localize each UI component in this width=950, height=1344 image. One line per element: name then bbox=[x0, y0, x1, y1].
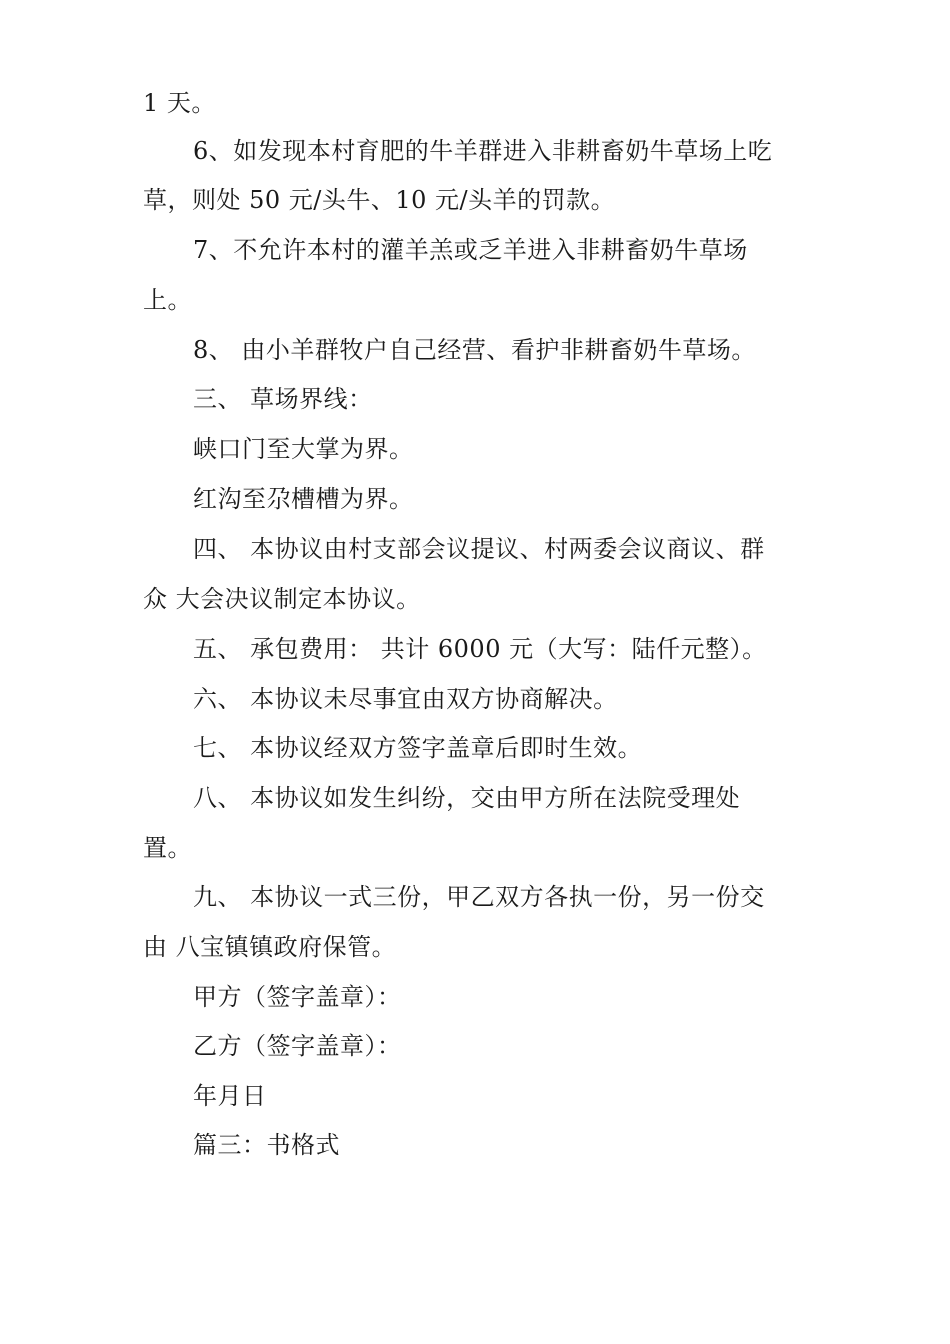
clause-6-line-2: 草，则处 50 元/头牛、10 元/头羊的罚款。 bbox=[143, 186, 616, 214]
party-b-signature: 乙方（签字盖章）： bbox=[193, 1032, 402, 1060]
boundary-line-2: 红沟至尕槽槽为界。 bbox=[193, 485, 414, 513]
date-line: 年月日 bbox=[193, 1082, 267, 1110]
section-9-line-2: 由 八宝镇镇政府保管。 bbox=[143, 933, 397, 961]
clause-6-line-1: 6、如发现本村育肥的牛羊群进入非耕畜奶牛草场上吃 bbox=[193, 137, 773, 165]
section-4-line-1: 四、 本协议由村支部会议提议、村两委会议商议、群 bbox=[193, 535, 765, 563]
clause-8: 8、 由小羊群牧户自己经营、看护非耕畜奶牛草场。 bbox=[193, 336, 756, 364]
section-4-line-2: 众 大会决议制定本协议。 bbox=[143, 585, 421, 613]
section-9-line-1: 九、 本协议一式三份，甲乙双方各执一份，另一份交 bbox=[193, 883, 765, 911]
chapter-heading: 篇三：书格式 bbox=[193, 1131, 340, 1159]
section-7: 七、 本协议经双方签字盖章后即时生效。 bbox=[193, 734, 643, 762]
section-3-heading: 三、 草场界线： bbox=[193, 385, 373, 413]
text-line-continuation: 1 天。 bbox=[143, 89, 216, 117]
clause-7-line-1: 7、不允许本村的灌羊羔或乏羊进入非耕畜奶牛草场 bbox=[193, 236, 748, 264]
clause-7-line-2: 上。 bbox=[143, 286, 192, 314]
section-8-line-2: 置。 bbox=[143, 834, 192, 862]
section-8-line-1: 八、 本协议如发生纠纷，交由甲方所在法院受理处 bbox=[193, 784, 741, 812]
section-6: 六、 本协议未尽事宜由双方协商解决。 bbox=[193, 685, 618, 713]
party-a-signature: 甲方（签字盖章）： bbox=[193, 983, 402, 1011]
boundary-line-1: 峡口门至大掌为界。 bbox=[193, 435, 414, 463]
section-5: 五、 承包费用： 共计 6000 元（大写：陆仟元整）。 bbox=[193, 635, 767, 663]
